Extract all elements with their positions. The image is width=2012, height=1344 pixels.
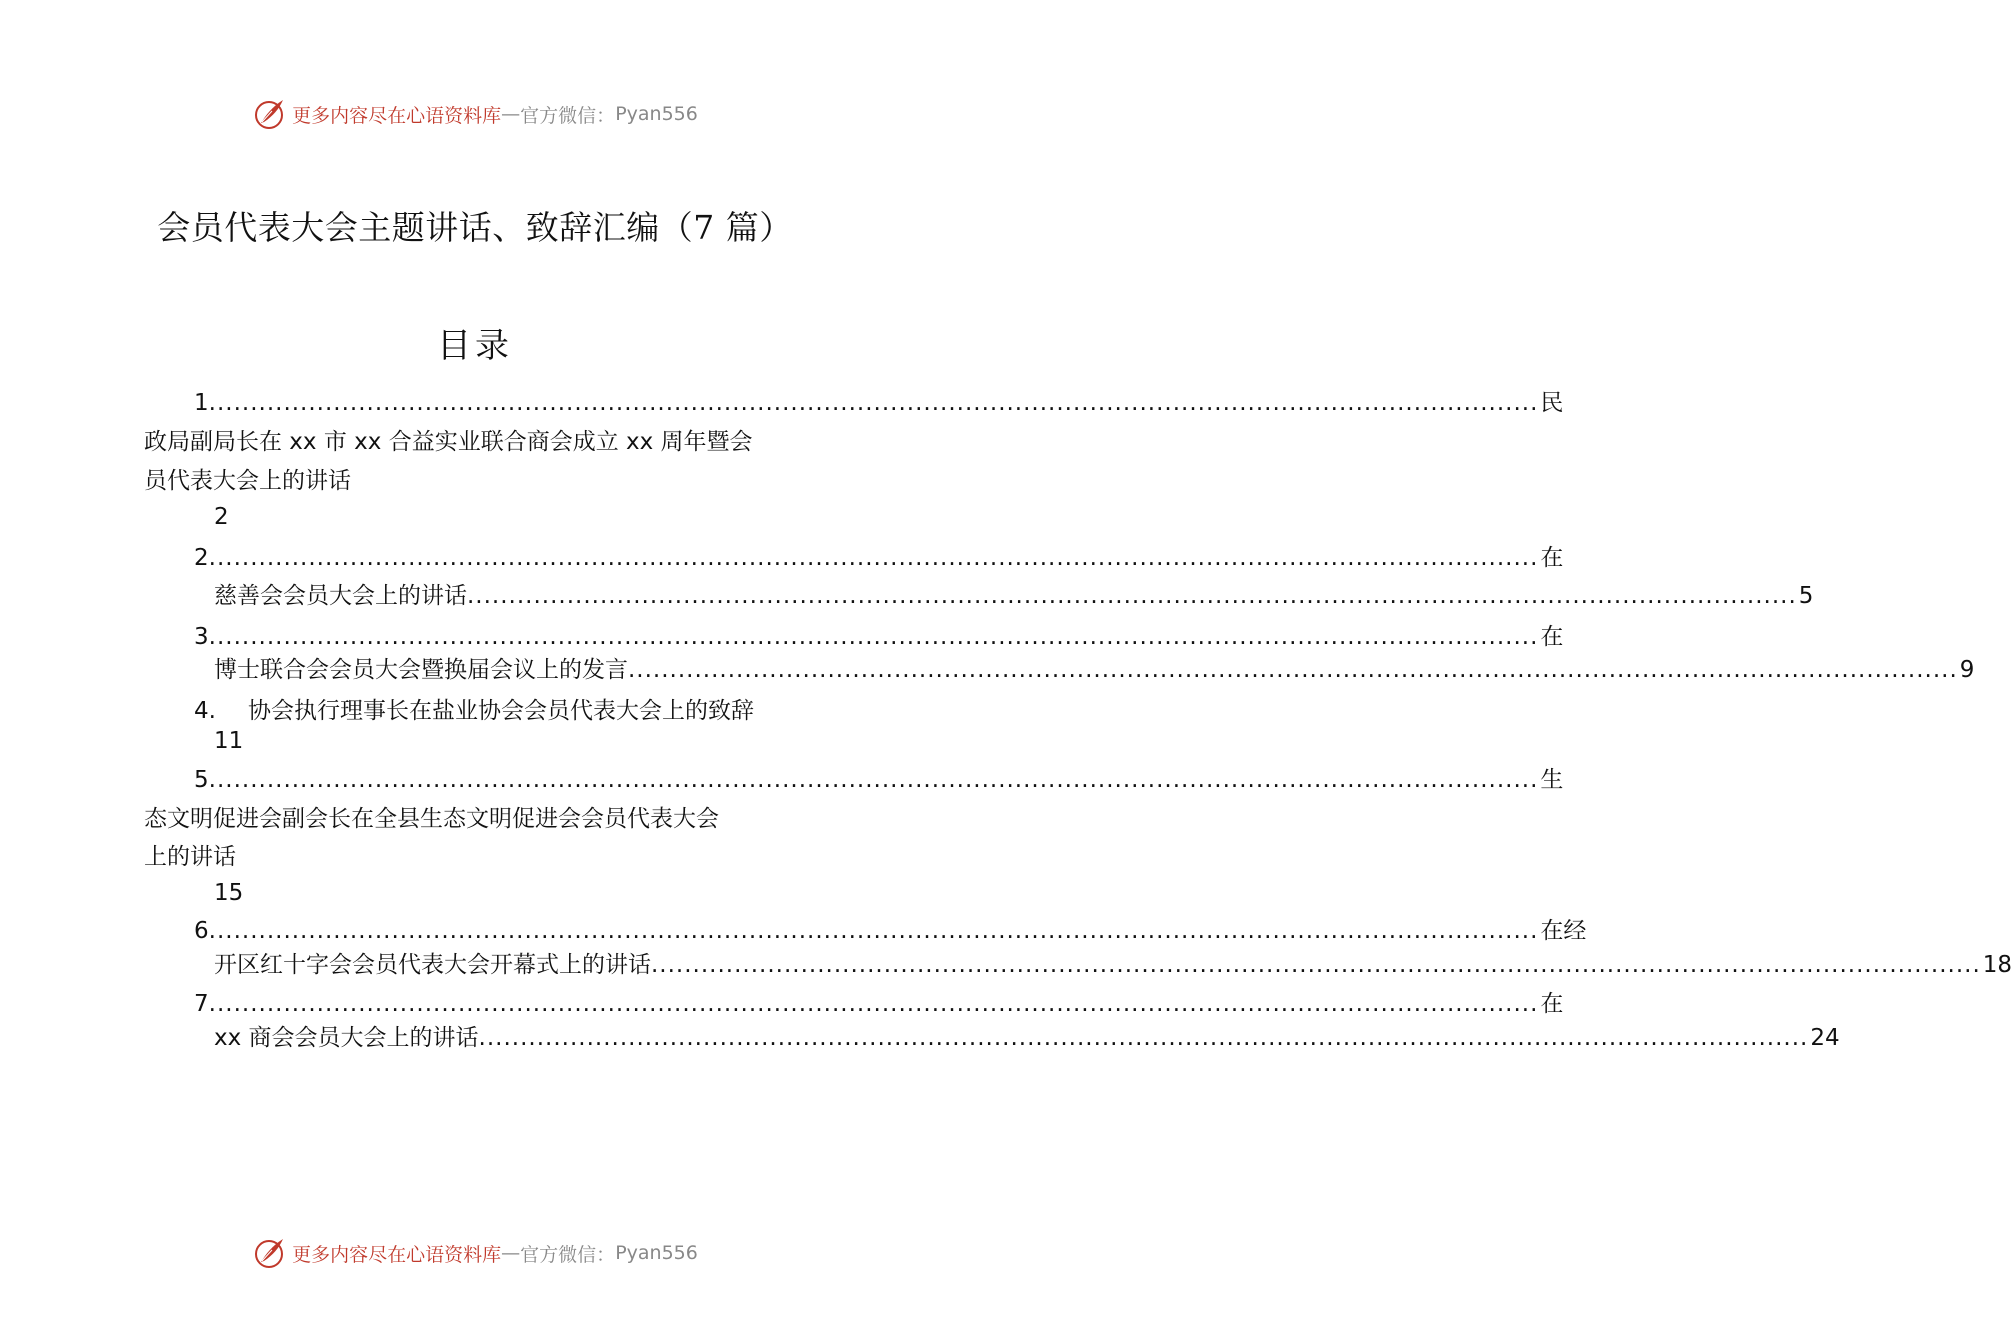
toc-leader-dots: ................................................................................................................................................................ xyxy=(208,545,1539,571)
toc-entry-3-title-row[interactable] xyxy=(214,655,1975,685)
toc-entry-1-line3[interactable]: 员代表大会上的讲话 xyxy=(144,468,351,494)
toc-entry-5-line2[interactable]: 态文明促进会副会长在全县生态文明促进会会员代表大会 xyxy=(144,806,719,832)
toc-entry-number: 5 xyxy=(194,767,209,793)
toc-entry-page: 24 xyxy=(1810,1025,1840,1051)
toc-entry-2-lead[interactable] xyxy=(194,543,1564,573)
toc-entry-5-line3[interactable]: 上的讲话 xyxy=(144,844,236,870)
toc-leader-dots: ................................................................................................................................................................ xyxy=(467,583,1797,609)
document-title: 会员代表大会主题讲话、致辞汇编（7 篇） xyxy=(157,208,793,247)
feather-seal-icon xyxy=(252,1236,286,1270)
toc-entry-5-page[interactable]: 15 xyxy=(214,880,244,906)
toc-leader-dots: ................................................................................................................................................................ xyxy=(208,918,1539,944)
toc-entry-title: 开区红十字会会员代表大会开幕式上的讲话 xyxy=(214,952,651,978)
watermark-id: Pyan556 xyxy=(615,1242,698,1264)
toc-entry-number: 6 xyxy=(194,918,209,944)
toc-entry-4-page[interactable]: 11 xyxy=(214,728,244,754)
watermark-label: 官方微信： xyxy=(520,1243,616,1266)
toc-entry-page: 9 xyxy=(1959,657,1975,683)
watermark-site: 更多内容尽在心语资料库 xyxy=(292,104,502,127)
toc-entry-head: 生 xyxy=(1540,767,1564,793)
toc-leader-dots: ................................................................................................................................................................ xyxy=(478,1025,1809,1051)
toc-entry-6-lead[interactable] xyxy=(194,916,1587,946)
toc-entry-1-line2[interactable]: 政局副局长在 xx 市 xx 合益实业联合商会成立 xx 周年暨会 xyxy=(144,429,753,455)
toc-entry-page: 18 xyxy=(1982,952,2012,978)
watermark-label: 官方微信： xyxy=(520,104,616,127)
watermark-dash: — xyxy=(501,1242,521,1264)
feather-seal-icon xyxy=(252,97,286,131)
toc-entry-7-lead[interactable] xyxy=(194,989,1564,1019)
toc-entry-1-lead[interactable] xyxy=(194,388,1564,418)
watermark-id: Pyan556 xyxy=(615,103,698,125)
watermark-dash: — xyxy=(501,103,521,125)
toc-entry-1-page[interactable]: 2 xyxy=(214,504,229,530)
header-watermark xyxy=(0,94,950,134)
toc-entry-4-title[interactable]: 协会执行理事长在盐业协会会员代表大会上的致辞 xyxy=(248,698,754,724)
toc-entry-4-number[interactable]: 4. xyxy=(194,698,216,724)
toc-title: 目录 xyxy=(437,326,513,366)
toc-leader-dots: ................................................................................................................................................................ xyxy=(651,952,1981,978)
toc-entry-head: 在经 xyxy=(1540,918,1587,944)
toc-entry-title: 博士联合会会员大会暨换届会议上的发言 xyxy=(214,657,628,683)
toc-entry-number: 1 xyxy=(194,390,209,416)
toc-entry-title: xx 商会会员大会上的讲话 xyxy=(214,1025,479,1051)
toc-entry-7-title-row[interactable] xyxy=(214,1023,1840,1053)
toc-entry-number: 7 xyxy=(194,991,209,1017)
toc-leader-dots: ................................................................................................................................................................ xyxy=(208,624,1539,650)
toc-leader-dots: ................................................................................................................................................................ xyxy=(208,390,1539,416)
toc-entry-head: 在 xyxy=(1540,545,1564,571)
toc-entry-head: 在 xyxy=(1540,991,1564,1017)
toc-entry-number: 2 xyxy=(194,545,209,571)
toc-entry-6-title-row[interactable] xyxy=(214,950,2012,980)
toc-entry-number: 3 xyxy=(194,624,209,650)
toc-entry-head: 在 xyxy=(1540,624,1564,650)
toc-leader-dots: ................................................................................................................................................................ xyxy=(208,991,1539,1017)
watermark-site: 更多内容尽在心语资料库 xyxy=(292,1243,502,1266)
toc-entry-page: 5 xyxy=(1798,583,1814,609)
toc-entry-title: 慈善会会员大会上的讲话 xyxy=(214,583,467,609)
toc-leader-dots: ................................................................................................................................................................ xyxy=(208,767,1539,793)
toc-entry-5-lead[interactable] xyxy=(194,765,1564,795)
toc-entry-2-title-row[interactable] xyxy=(214,581,1814,611)
toc-entry-head: 民 xyxy=(1540,390,1564,416)
toc-entry-3-lead[interactable] xyxy=(194,622,1564,652)
footer-watermark xyxy=(0,1233,950,1273)
toc-leader-dots: ................................................................................................................................................................ xyxy=(628,657,1958,683)
